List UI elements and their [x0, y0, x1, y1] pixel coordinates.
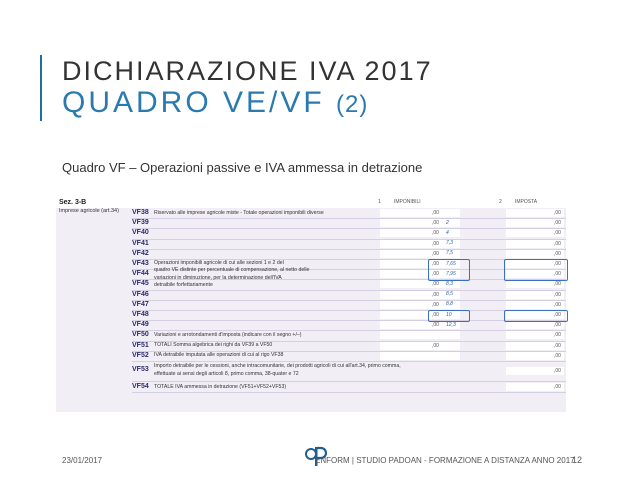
- form-image: [56, 197, 566, 412]
- rate-value: 8,8: [446, 301, 453, 308]
- row-code: VF44: [132, 270, 149, 278]
- column-imposta: IMPOSTA: [515, 199, 538, 205]
- row-code: VF50: [132, 331, 149, 339]
- rate-value: 7,3: [446, 240, 453, 247]
- row-code: VF41: [132, 239, 149, 247]
- imposta-value: ,00: [554, 250, 561, 257]
- row-code: VF38: [132, 209, 149, 216]
- imponibile-value: ,00: [432, 261, 439, 267]
- vf43-description-line: quadro VE distinte per percentuale di compensazione, al netto delle: [154, 267, 310, 274]
- imponibile-field: [380, 209, 460, 217]
- highlight-box: [428, 310, 470, 323]
- row-code: VF45: [132, 280, 149, 288]
- highlight-box: [428, 259, 470, 281]
- row-code: VF39: [132, 219, 149, 227]
- form-row-vf53: [132, 361, 566, 382]
- imposta-value: ,00: [554, 271, 561, 278]
- row-code: VF49: [132, 321, 149, 329]
- rate-value: 4: [446, 229, 449, 236]
- row-code: VF46: [132, 290, 149, 298]
- row-code: VF53: [132, 366, 149, 373]
- imposta-value: ,00: [554, 342, 561, 349]
- rate-value: 8,5: [446, 291, 453, 298]
- rate-value: 10: [446, 311, 452, 318]
- slide-title: DICHIARAZIONE IVA 2017: [62, 56, 433, 86]
- title-accent-bar: [40, 55, 42, 121]
- slide-heading-part: (2): [336, 91, 369, 118]
- imposta-value: ,00: [554, 261, 561, 267]
- imponibile-value: ,00: [432, 312, 439, 318]
- imponibile-value: ,00: [432, 210, 439, 216]
- row-description: Riservato alle imprese agricole miste - Totale operazioni imponibili diverse: [154, 209, 324, 216]
- slide-description: Quadro VF – Operazioni passive e IVA ammessa in detrazione: [62, 160, 423, 175]
- rate-value: 12,3: [446, 321, 456, 328]
- imponibile-value: ,00: [432, 230, 439, 237]
- page-number: 12: [572, 455, 583, 465]
- vf53-description-line: effettuate ai sensi degli articoli 8, primo comma, 38-quater e 72: [154, 370, 299, 377]
- column-number-2: 2: [499, 199, 502, 205]
- slide-heading-main: QUADRO VE/VF: [62, 86, 325, 119]
- vf53-description-line: Importo detraibile per le cessioni, anche intracomunitarie, dei prodotti agricoli di cui all'art.34, primo comma,: [154, 363, 401, 369]
- highlight-box: [504, 259, 568, 281]
- rate-value: 7,95: [446, 270, 456, 277]
- imposta-value: ,00: [554, 301, 561, 308]
- imponibile-field: [380, 331, 460, 339]
- imposta-value: ,00: [554, 312, 561, 318]
- row-code: VF47: [132, 300, 149, 308]
- imponibile-value: ,00: [432, 281, 439, 288]
- imponibile-value: ,00: [432, 250, 439, 257]
- imponibile-value: ,00: [432, 291, 439, 298]
- row-code: VF52: [132, 351, 149, 359]
- imposta-value: ,00: [554, 291, 561, 298]
- row-code: VF42: [132, 249, 149, 257]
- rate-value: 2: [446, 219, 449, 226]
- vf43-description-line: Operazioni imponibili agricole di cui alle sezioni 1 e 2 del: [154, 260, 284, 266]
- column-number-1: 1: [378, 199, 381, 205]
- form-row-vf54: [132, 382, 566, 393]
- footer-text: ENFORM | STUDIO PADOAN - FORMAZIONE A DISTANZA ANNO 2017: [315, 456, 575, 465]
- row-description: TOTALE IVA ammessa in detrazione (VF51+VF52+VF53): [154, 383, 287, 390]
- highlight-box: [504, 310, 568, 323]
- imponibile-value: ,00: [432, 322, 439, 329]
- imposta-value: ,00: [554, 368, 561, 374]
- imponibile-field: [380, 352, 460, 360]
- row-code: VF51: [132, 341, 149, 349]
- row-code: VF40: [132, 229, 149, 237]
- section-title: Sez. 3-B: [59, 199, 87, 206]
- row-code: VF43: [132, 260, 149, 267]
- imposta-value: ,00: [554, 322, 561, 329]
- row-description: TOTALI Somma algebrica dei righi da VF39 a VF50: [154, 342, 273, 349]
- imposta-value: ,00: [554, 220, 561, 227]
- imposta-value: ,00: [554, 332, 561, 339]
- imponibile-field: [380, 342, 460, 350]
- vf43-description-line: variazioni in diminuzione, per la determinazione dell'IVA: [154, 274, 282, 281]
- row-code: VF48: [132, 311, 149, 318]
- rate-value: 8,3: [446, 280, 453, 287]
- imposta-value: ,00: [554, 384, 561, 390]
- footer-date: 23/01/2017: [62, 456, 103, 465]
- row-description: Variazioni e arrotondamenti d'imposta (indicare con il segno +/–): [154, 331, 302, 338]
- imposta-value: ,00: [554, 230, 561, 237]
- imposta-value: ,00: [554, 240, 561, 247]
- imponibile-value: ,00: [432, 301, 439, 308]
- vf43-description-line: detraibile forfettariamente: [154, 281, 213, 288]
- imposta-value: ,00: [554, 210, 561, 216]
- slide-subtitle-heading: [62, 86, 368, 120]
- column-imponibili: IMPONIBILI: [394, 199, 421, 205]
- form-header: [56, 197, 566, 208]
- row-code: VF54: [132, 383, 149, 390]
- imponibile-value: ,00: [432, 342, 439, 349]
- rate-value: 7,5: [446, 250, 453, 257]
- imponibile-value: ,00: [432, 220, 439, 227]
- section-subtitle: Imprese agricole (art.34): [59, 208, 119, 214]
- imposta-value: ,00: [554, 352, 561, 359]
- imponibile-value: ,00: [432, 240, 439, 247]
- rate-value: 7,65: [446, 260, 456, 267]
- imposta-value: ,00: [554, 281, 561, 288]
- row-description: IVA detraibile imputata alle operazioni di cui al rigo VF38: [154, 352, 284, 359]
- imponibile-value: ,00: [432, 271, 439, 278]
